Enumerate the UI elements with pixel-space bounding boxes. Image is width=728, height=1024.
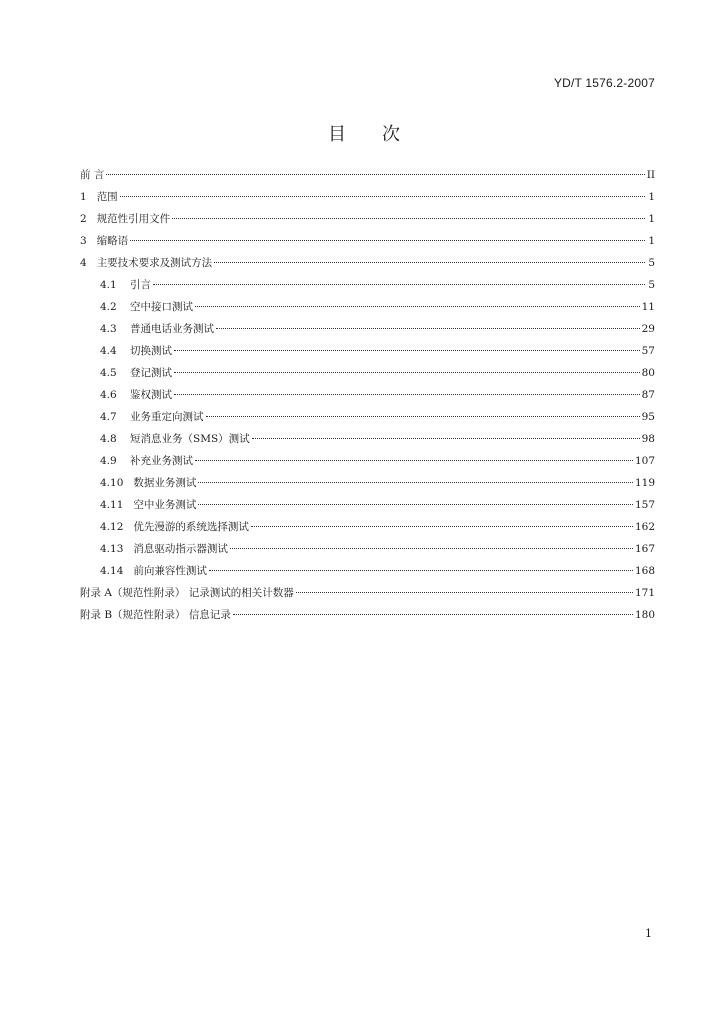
- dot-leader: [206, 416, 640, 417]
- toc-entry-page: 80: [641, 367, 655, 379]
- toc-entry-number: 4.11: [100, 499, 124, 511]
- dot-leader: [230, 548, 633, 549]
- dot-leader: [195, 306, 640, 307]
- dot-leader: [130, 240, 645, 241]
- toc-entry-number: 4.13: [100, 543, 124, 555]
- toc-entry[interactable]: [80, 497, 655, 519]
- toc-entry-page: 180: [634, 609, 655, 621]
- toc-entry-label: 空中业务测试: [133, 499, 197, 511]
- dot-leader: [251, 526, 633, 527]
- toc-entry[interactable]: [80, 431, 655, 453]
- toc-entry-page: 162: [634, 521, 655, 533]
- toc-entry-label: 范围: [96, 191, 118, 203]
- dot-leader: [216, 328, 640, 329]
- toc-entry-label: 补充业务测试: [130, 455, 193, 467]
- toc-entry-page: 167: [634, 543, 655, 555]
- toc-entry-label: 附录 A（规范性附录） 记录测试的相关计数器: [80, 587, 294, 599]
- toc-entry[interactable]: [80, 453, 655, 475]
- toc-entry-label: 前向兼容性测试: [133, 565, 207, 577]
- toc-entry-label: 登记测试: [130, 367, 172, 379]
- toc-entry-number: 1: [80, 191, 87, 203]
- dot-leader: [214, 262, 645, 263]
- toc-entry-number: 4.7: [100, 411, 117, 423]
- toc-entry-number: 4.10: [100, 477, 124, 489]
- toc-entry-page: 107: [634, 455, 655, 467]
- toc-entry-number: 4: [80, 257, 87, 269]
- toc-entry-number: 4.9: [100, 455, 117, 467]
- dot-leader: [153, 284, 645, 285]
- toc-entry[interactable]: [80, 409, 655, 431]
- toc-entry-number: 4.3: [100, 323, 117, 335]
- toc-entry-number: 4.6: [100, 389, 117, 401]
- toc-entry-label: 普通电话业务测试: [130, 323, 214, 335]
- toc-entry[interactable]: [80, 563, 655, 585]
- toc-entry-label: 消息驱动指示器测试: [133, 543, 228, 555]
- toc-entry-label: 优先漫游的系统选择测试: [133, 521, 249, 533]
- toc-entry-label: 主要技术要求及测试方法: [96, 257, 213, 269]
- toc-entry-page: II: [646, 169, 655, 181]
- toc-entry-number: 4.8: [100, 433, 117, 445]
- toc-entry-page: 168: [634, 565, 655, 577]
- toc-entry-number: 4.5: [100, 367, 117, 379]
- toc-entry[interactable]: [80, 167, 655, 189]
- toc-entry[interactable]: [80, 365, 655, 387]
- toc-entry-page: 95: [641, 411, 655, 423]
- dot-leader: [172, 218, 645, 219]
- toc-entry-label: 业务重定向测试: [130, 411, 204, 423]
- toc-entry-page: 171: [634, 587, 655, 599]
- toc-entry[interactable]: [80, 189, 655, 211]
- toc-entry-label: 附录 B（规范性附录） 信息记录: [80, 609, 231, 621]
- toc-entry-page: 1: [648, 213, 655, 225]
- toc-entry-label: 规范性引用文件: [96, 213, 171, 225]
- toc-entry[interactable]: [80, 211, 655, 233]
- toc-entry[interactable]: [80, 255, 655, 277]
- toc-entry-label: 数据业务测试: [133, 477, 197, 489]
- toc-entry-label: 空中接口测试: [130, 301, 193, 313]
- toc-entry[interactable]: [80, 343, 655, 365]
- standard-code: YD/T 1576.2-2007: [553, 76, 655, 90]
- toc-entry-page: 29: [641, 323, 655, 335]
- toc-entry-page: 119: [634, 477, 655, 489]
- toc-entry[interactable]: [80, 607, 655, 629]
- toc-entry[interactable]: [80, 387, 655, 409]
- toc-entry[interactable]: [80, 233, 655, 255]
- dot-leader: [174, 350, 640, 351]
- toc-entry-label: 前 言: [80, 169, 105, 181]
- toc-entry-number: 2: [80, 213, 87, 225]
- toc-entry-page: 5: [648, 257, 655, 269]
- toc-entry-page: 157: [634, 499, 655, 511]
- toc-entry-number: 4.1: [100, 279, 117, 291]
- toc-entry-page: 1: [648, 235, 655, 247]
- toc-entry-number: 4.4: [100, 345, 117, 357]
- dot-leader: [198, 482, 633, 483]
- toc-entry-label: 短消息业务（SMS）测试: [130, 433, 250, 445]
- toc-entry[interactable]: [80, 541, 655, 563]
- dot-leader: [174, 394, 640, 395]
- toc-entry[interactable]: [80, 277, 655, 299]
- dot-leader: [233, 614, 633, 615]
- dot-leader: [174, 372, 640, 373]
- dot-leader: [198, 504, 633, 505]
- dot-leader: [252, 438, 640, 439]
- toc-entry[interactable]: [80, 299, 655, 321]
- toc-entry-page: 57: [641, 345, 655, 357]
- toc-entry[interactable]: [80, 519, 655, 541]
- dot-leader: [195, 460, 633, 461]
- page-title: 目次: [328, 124, 436, 145]
- toc-entry-label: 切换测试: [130, 345, 172, 357]
- toc-entry-page: 11: [641, 301, 655, 313]
- table-of-contents: [80, 167, 655, 629]
- dot-leader: [106, 174, 644, 175]
- toc-entry-number: 4.14: [100, 565, 124, 577]
- toc-entry[interactable]: [80, 585, 655, 607]
- toc-entry-page: 87: [641, 389, 655, 401]
- toc-entry[interactable]: [80, 475, 655, 497]
- toc-entry-number: 4.2: [100, 301, 117, 313]
- toc-entry-number: 3: [80, 235, 87, 247]
- toc-entry-page: 1: [648, 191, 655, 203]
- toc-entry[interactable]: [80, 321, 655, 343]
- toc-entry-label: 缩略语: [96, 235, 129, 247]
- toc-entry-page: 5: [648, 279, 655, 291]
- toc-entry-label: 引言: [130, 279, 151, 291]
- toc-entry-label: 鉴权测试: [130, 389, 172, 401]
- page-number: 1: [645, 927, 652, 940]
- toc-entry-number: 4.12: [100, 521, 124, 533]
- dot-leader: [296, 592, 633, 593]
- toc-entry-page: 98: [641, 433, 655, 445]
- dot-leader: [209, 570, 633, 571]
- dot-leader: [120, 196, 645, 197]
